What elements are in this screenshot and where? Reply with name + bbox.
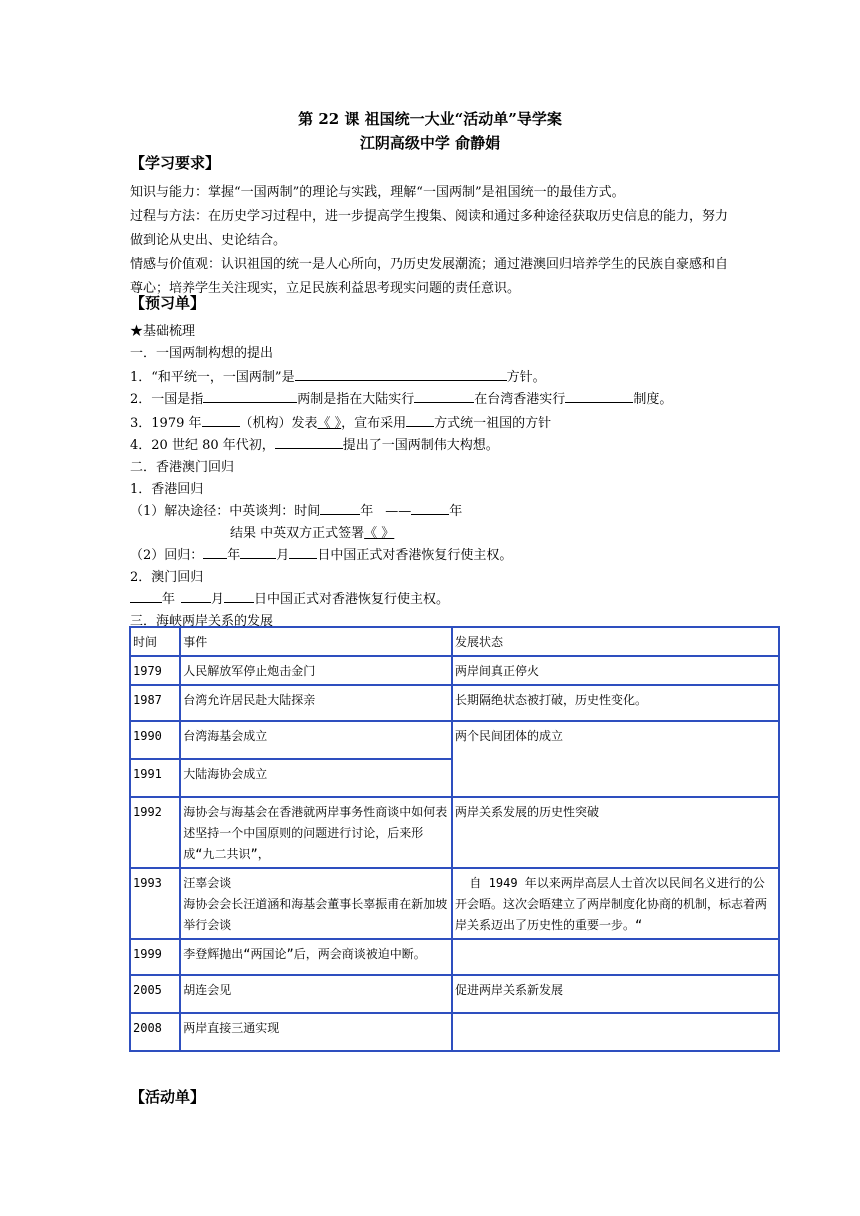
question-4: [130, 434, 499, 453]
table-row: [130, 721, 779, 759]
q2-text: 制度。: [633, 392, 673, 407]
year-cell: 2008: [130, 1013, 180, 1051]
question-3: [130, 412, 551, 431]
year-cell: 1999: [130, 939, 180, 975]
event-cell: 两岸直接三通实现: [180, 1013, 452, 1051]
table-row: [130, 939, 779, 975]
q4-text: 提出了一国两制伟大构想。: [342, 438, 499, 453]
q1-end: 方针。: [506, 370, 546, 385]
fill-blank[interactable]: [203, 544, 227, 559]
fill-blank[interactable]: [414, 388, 474, 403]
hk-text: 年: [227, 548, 241, 563]
fill-blank[interactable]: [565, 388, 633, 403]
q4-text: 4．20 世纪 80 年代初，: [130, 438, 275, 453]
requirement-emotion-1: 情感与价值观：认识祖国的统一是人心所向，乃历史发展潮流；通过港澳回归培养学生的民族自豪感和自: [130, 257, 729, 272]
event-title: 汪辜会谈: [183, 876, 232, 890]
event-cell: 人民解放军停止炮击金门: [180, 656, 452, 685]
year-cell: 1987: [130, 685, 180, 721]
event-cell: 大陆海协会成立: [180, 759, 452, 797]
table-row: [130, 685, 779, 721]
hk-return-date: [130, 544, 512, 563]
q1-text: 1．“和平统一，一国两制”是: [130, 370, 295, 385]
event-cell: 胡连会见: [180, 975, 452, 1013]
hk-text: （1）解决途径：中英谈判：时间: [130, 504, 321, 519]
basics-heading: ★基础梳理: [130, 324, 196, 339]
year-cell: 2005: [130, 975, 180, 1013]
status-cell: 长期隔绝状态被打破，历史性变化。: [452, 685, 779, 721]
hk-text: （2）回归：: [130, 548, 204, 563]
requirement-emotion-2: 尊心；培养学生关注现实，立足民族利益思考现实问题的责任意识。: [130, 281, 521, 296]
table-header-row: [130, 627, 779, 656]
fill-blank[interactable]: [240, 544, 276, 559]
year-cell: 1979: [130, 656, 180, 685]
hk-result: [230, 522, 394, 541]
fill-blank[interactable]: [130, 588, 162, 603]
mo-text: 年: [162, 592, 176, 607]
year-cell: 1991: [130, 759, 180, 797]
section-heading-requirements: 【学习要求】: [130, 154, 221, 172]
fill-blank[interactable]: [202, 412, 240, 427]
hk-text: 月: [276, 548, 290, 563]
section-heading-activity: 【活动单】: [130, 1088, 206, 1106]
mo-text: 月: [211, 592, 225, 607]
event-cell: 李登辉抛出“两国论”后，两会商谈被迫中断。: [180, 939, 452, 975]
author-line: 江阴高级中学 俞静娟: [359, 134, 501, 152]
event-detail: 海协会会长汪道涵和海基会董事长辜振甫在新加坡举行会谈: [183, 897, 448, 932]
status-cell: [452, 1013, 779, 1051]
hk-text: 年: [449, 504, 463, 519]
hk-document-blank[interactable]: 《 》: [364, 526, 395, 541]
table-row: [130, 656, 779, 685]
subsection-one-country: 一．一国两制构想的提出: [130, 346, 274, 361]
macau-return-heading: 2．澳门回归: [130, 570, 204, 585]
event-cell: 台湾海基会成立: [180, 721, 452, 759]
fill-blank[interactable]: [224, 588, 254, 603]
q2-text: 两制是指在大陆实行: [297, 392, 415, 407]
header-cell-time: 时间: [130, 627, 180, 656]
event-cell: 海协会与海基会在香港就两岸事务性商谈中如何表述坚持一个中国原则的问题进行讨论，后来形成“九二共识”，: [180, 797, 452, 868]
mo-text: 日中国正式对香港恢复行使主权。: [254, 592, 450, 607]
subsection-cross-strait: 三．海峡两岸关系的发展: [130, 614, 274, 629]
q2-text: 在台湾香港实行: [474, 392, 566, 407]
hk-negotiation: [130, 500, 462, 519]
hk-text: 年: [360, 504, 374, 519]
year-cell: 1990: [130, 721, 180, 759]
question-1: [130, 366, 546, 385]
requirement-process-1: 过程与方法：在历史学习过程中，进一步提高学生搜集、阅读和通过多种途径获取历史信息的能力，努力: [130, 209, 729, 224]
fill-blank[interactable]: [320, 500, 360, 515]
q3-document-blank[interactable]: 《 》: [317, 416, 342, 431]
subsection-hk-macau: 二．香港澳门回归: [130, 460, 235, 475]
table-row: [130, 1013, 779, 1051]
fill-blank[interactable]: [289, 544, 317, 559]
fill-blank[interactable]: [295, 366, 507, 381]
requirement-knowledge: 知识与能力：掌握“一国两制”的理论与实践，理解“一国两制”是祖国统一的最佳方式。: [130, 185, 625, 200]
fill-blank[interactable]: [406, 412, 434, 427]
table-row: [130, 975, 779, 1013]
q3-text: （机构）发表: [239, 416, 318, 431]
header-cell-event: 事件: [180, 627, 452, 656]
requirement-process-2: 做到论从史出、史论结合。: [130, 233, 287, 248]
fill-blank[interactable]: [181, 588, 211, 603]
fill-blank[interactable]: [203, 388, 297, 403]
fill-blank[interactable]: [275, 434, 343, 449]
hk-text: ——: [385, 504, 412, 519]
cross-strait-table: [129, 626, 780, 1052]
header-cell-status: 发展状态: [452, 627, 779, 656]
table-row: [130, 797, 779, 868]
q3-text: ，宣布采用: [341, 416, 407, 431]
section-heading-preview: 【预习单】: [130, 294, 206, 312]
hk-return-heading: 1．香港回归: [130, 482, 204, 497]
hk-text: 结果 中英双方正式签署: [230, 526, 365, 541]
hk-text: 日中国正式对香港恢复行使主权。: [317, 548, 513, 563]
question-2: [130, 388, 672, 407]
year-cell: 1992: [130, 797, 180, 868]
fill-blank[interactable]: [411, 500, 449, 515]
status-cell: 促进两岸关系新发展: [452, 975, 779, 1013]
event-cell: [180, 868, 452, 939]
q3-text: 3．1979 年: [130, 416, 202, 431]
status-cell: 两岸关系发展的历史性突破: [452, 797, 779, 868]
event-cell: 台湾允许居民赴大陆探亲: [180, 685, 452, 721]
status-cell: 自 1949 年以来两岸高层人士首次以民间名义进行的公开会晤。这次会晤建立了两岸制度化协商的机制，标志着两岸关系迈出了历史性的重要一步。“: [452, 868, 779, 939]
table-row: [130, 868, 779, 939]
status-cell: 两个民间团体的成立: [452, 721, 779, 797]
year-cell: 1993: [130, 868, 180, 939]
q2-text: 2．一国是指: [130, 392, 204, 407]
q3-text: 方式统一祖国的方针: [434, 416, 552, 431]
macau-return-date: [130, 588, 449, 607]
status-cell: 两岸间真正停火: [452, 656, 779, 685]
status-cell: [452, 939, 779, 975]
document-title: 第 22 课 祖国统一大业“活动单”导学案: [298, 110, 562, 128]
